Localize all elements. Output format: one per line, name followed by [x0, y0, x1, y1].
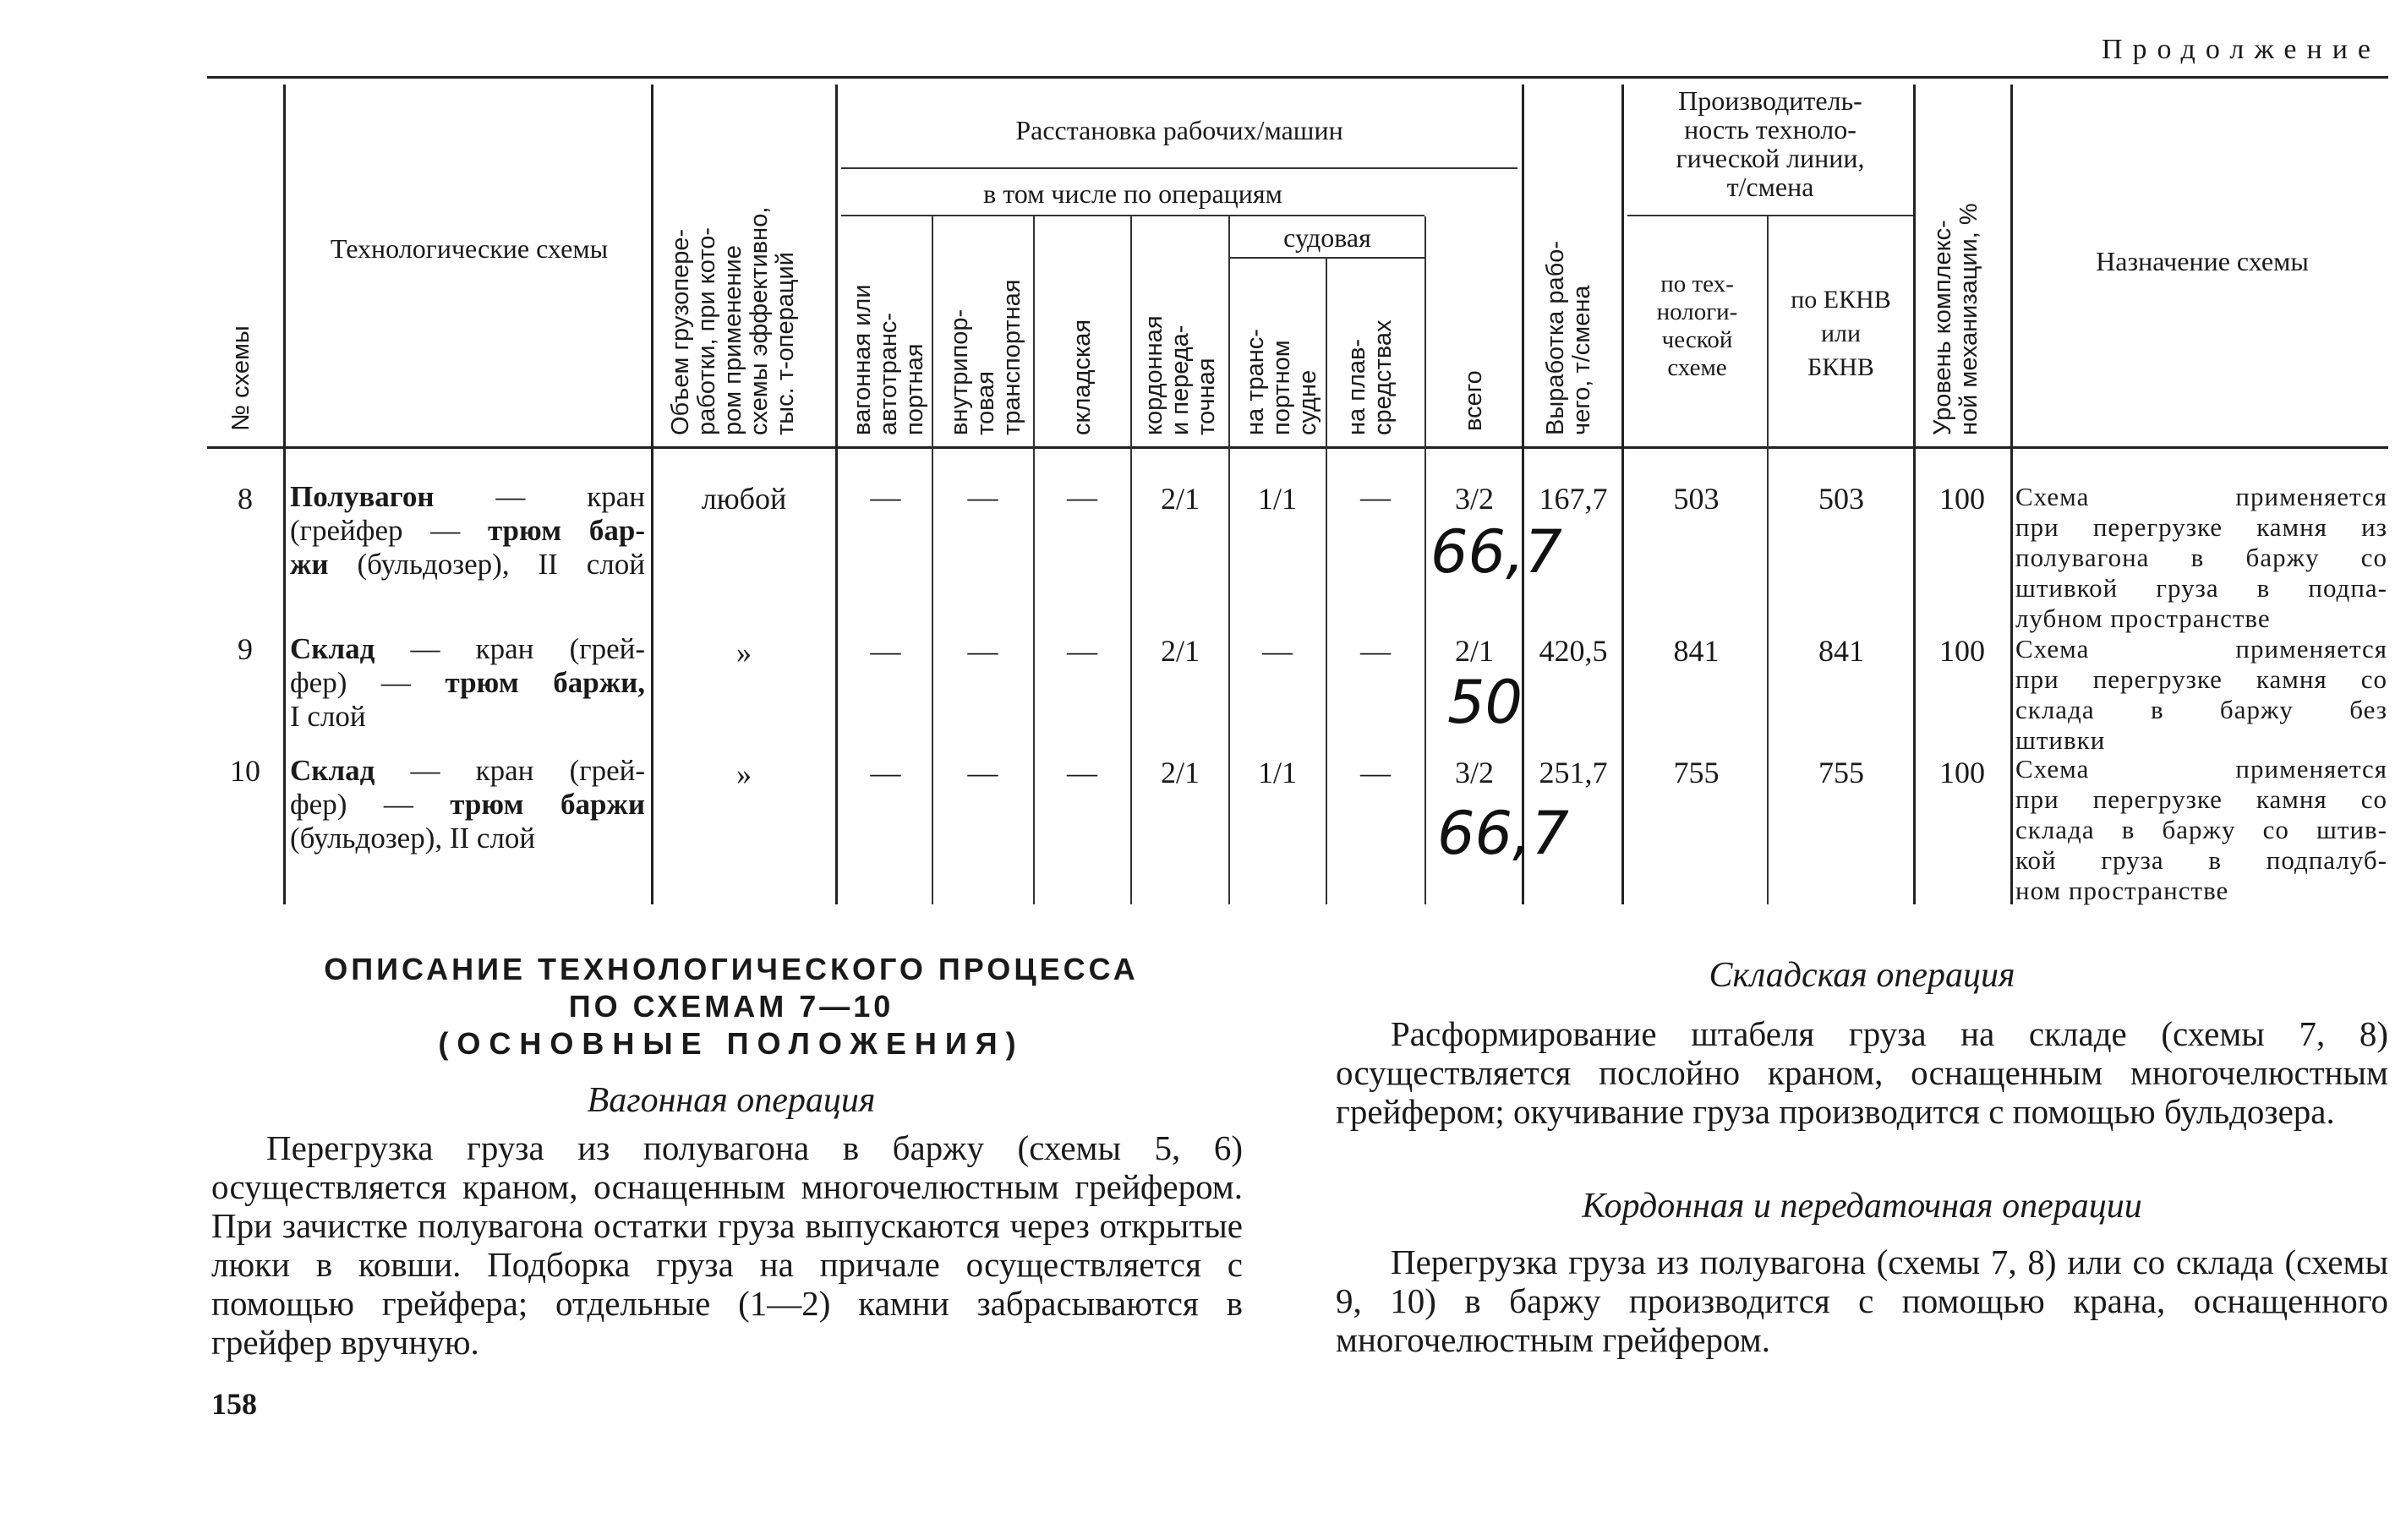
section-title-line: ОПИСАНИЕ ТЕХНОЛОГИЧЕСКОГО ПРОЦЕССА — [324, 952, 1139, 986]
col-divider — [835, 85, 838, 904]
purpose-line: при перегрузке камня со — [2015, 784, 2387, 814]
wagon-operation-heading: Вагонная операция — [587, 1081, 876, 1120]
scheme-name-text: фер) — — [290, 666, 446, 699]
volume-value: » — [736, 636, 752, 669]
header-by-operations: в том числе по операциям — [983, 178, 1282, 209]
scheme-number: 10 — [230, 754, 260, 788]
scheme-name-bold: трюм бар- — [487, 514, 645, 547]
scheme-name-bold: Склад — [290, 632, 375, 665]
output-value: 420,5 — [1539, 634, 1608, 668]
header-scheme-number: № схемы — [227, 325, 254, 431]
scheme-name-bold: трюм баржи — [450, 788, 645, 821]
output-value: 167,7 — [1539, 482, 1608, 516]
section-title-line: ПО СХЕМАМ 7—10 — [568, 989, 894, 1024]
volume-value: любой — [701, 482, 787, 516]
handwritten-note: 66,7 — [1430, 517, 1562, 587]
header-technological-schemes: Технологические схемы — [330, 233, 609, 264]
purpose-text — [2015, 482, 2387, 634]
header-subrule — [841, 215, 1424, 216]
scheme-name-text: — кран (грей- — [375, 632, 645, 665]
scheme-name-text: фер) — — [290, 788, 451, 821]
total-value: 2/1 — [1454, 634, 1494, 668]
scheme-name-bold: Полувагон — [290, 480, 435, 513]
header-purpose: Назначение схемы — [2096, 246, 2309, 276]
cordon-value: 2/1 — [1160, 756, 1200, 789]
scheme-description — [290, 754, 645, 855]
scheme-description — [290, 480, 645, 582]
on-ship-value: — — [1262, 634, 1293, 668]
mechanization-value: 100 — [1939, 482, 1985, 516]
col-divider — [1033, 216, 1035, 904]
scheme-name-text: (бульдозер), II слой — [328, 548, 645, 581]
header-cordon-operation: кордонная и переда- точная — [1140, 315, 1220, 435]
by-scheme-value: 755 — [1673, 756, 1720, 789]
output-value: 251,7 — [1539, 756, 1608, 789]
wagon-operation-text: Перегрузка груза из полувагона в баржу (схемы 5, 6) осуществляется краном, оснащенным многочелюстным грейфером. При зачистке полувагона остатки груза выпускаются через открытые люки в ковши. Подборка груза на причале осуществляется с помощью грейфера; отдельные (1—2) камни забрасываются в грейфер вручную. — [211, 1128, 1243, 1362]
scheme-name-bold: жи — [290, 548, 329, 581]
purpose-line: лубном пространстве — [2015, 603, 2271, 633]
col-divider — [1326, 259, 1327, 904]
header-by-scheme: по тех- нологи- ческой схеме — [1656, 270, 1738, 381]
col-divider — [1522, 85, 1524, 904]
volume-value: » — [736, 757, 752, 791]
header-on-floating-craft: на плав- средствах — [1343, 319, 1397, 435]
scheme-name-bold: Склад — [290, 754, 375, 787]
on-craft-value: — — [1360, 756, 1391, 789]
on-craft-value: — — [1360, 634, 1391, 668]
purpose-text — [2015, 754, 2387, 906]
scheme-number: 9 — [238, 632, 253, 666]
purpose-line: при перегрузке камня со — [2015, 664, 2387, 694]
intraport-value: — — [967, 480, 998, 514]
warehouse-operation-text: Расформирование штабеля груза на складе (схемы 7, 8) осуществляется послойно краном, оснащенным многочелюстным грейфером; окучивание груза производится с помощью бульдозера. — [1336, 1014, 2388, 1131]
header-intraport-operation: внутрипор- товая транспортная — [946, 279, 1025, 435]
total-value: 3/2 — [1454, 482, 1494, 516]
header-warehouse-operation: складская — [1069, 319, 1096, 435]
wagon-value: — — [870, 634, 901, 668]
wagon-value: — — [870, 480, 901, 514]
by-ekhv-value: 841 — [1818, 634, 1864, 668]
intraport-value: — — [967, 756, 998, 789]
on-ship-value: 1/1 — [1257, 756, 1297, 789]
scheme-name-text: (грейфер — — [290, 514, 488, 547]
header-line-productivity: Производитель- ность техноло- гической линии, т/смена — [1676, 85, 1865, 202]
scheme-description — [290, 632, 645, 734]
purpose-line: штивкой груза в подпа- — [2015, 573, 2387, 603]
warehouse-value: — — [1067, 480, 1097, 514]
table-header-rule — [207, 446, 2388, 449]
on-ship-value: 1/1 — [1257, 482, 1297, 516]
cordon-operation-text: Перегрузка груза из полувагона (схемы 7, 8) или со склада (схемы 9, 10) в баржу производится с помощью крана, оснащенного многочелюстным грейфером. — [1336, 1242, 2388, 1359]
col-divider — [1424, 216, 1426, 904]
on-craft-value: — — [1360, 480, 1391, 514]
intraport-value: — — [967, 634, 998, 668]
cordon-value: 2/1 — [1160, 482, 1200, 516]
col-divider — [932, 216, 933, 904]
warehouse-value: — — [1067, 756, 1097, 789]
header-by-ekhv: по ЕКНВ или БКНВ — [1791, 286, 1891, 381]
col-divider — [1130, 216, 1132, 904]
header-wagon-operation: вагонная или автотранс- портная — [849, 284, 928, 435]
purpose-line: склада в баржу без — [2015, 695, 2387, 724]
purpose-line: Схема применяется — [2015, 754, 2387, 784]
purpose-line: Схема применяется — [2015, 482, 2387, 511]
continuation-label: Продолжение — [2101, 34, 2381, 65]
col-divider — [651, 85, 653, 904]
scheme-name-bold: трюм баржи, — [445, 666, 645, 699]
header-subrule — [841, 167, 1517, 169]
col-divider — [1621, 85, 1624, 904]
warehouse-operation-heading: Складская операция — [1709, 956, 2015, 995]
purpose-line: кой груза в подпалуб- — [2015, 845, 2387, 875]
by-scheme-value: 841 — [1673, 634, 1720, 668]
handwritten-note: 50 — [1447, 668, 1523, 737]
header-total: всего — [1460, 370, 1487, 431]
scheme-name-text: — кран — [434, 480, 645, 513]
col-divider — [283, 85, 286, 904]
section-title-line: (ОСНОВНЫЕ ПОЛОЖЕНИЯ) — [438, 1026, 1025, 1061]
purpose-line: при перегрузке камня из — [2015, 512, 2387, 542]
page-number: 158 — [211, 1387, 257, 1421]
header-volume: Объем грузопере- работки, при кото- ром применение схемы эффективно, тыс. т-операций — [667, 206, 799, 435]
purpose-line: штивки — [2015, 725, 2106, 755]
header-mechanization: Уровень комплекс- ной механизации, % — [1929, 203, 1982, 435]
section-title — [211, 951, 1251, 1062]
wagon-value: — — [870, 756, 901, 789]
scheme-number: 8 — [238, 482, 253, 516]
purpose-line: Схема применяется — [2015, 634, 2387, 664]
scheme-name-text: (бульдозер), II слой — [290, 822, 536, 855]
col-divider — [2010, 85, 2013, 904]
purpose-line: ном пространстве — [2015, 876, 2229, 905]
mechanization-value: 100 — [1939, 634, 1985, 668]
total-value: 3/2 — [1454, 756, 1494, 789]
purpose-line: полувагона в баржу со — [2015, 543, 2387, 572]
header-ship-operation: судовая — [1283, 222, 1371, 253]
warehouse-value: — — [1067, 634, 1097, 668]
header-placement: Расстановка рабочих/машин — [1015, 115, 1343, 145]
by-ekhv-value: 755 — [1818, 756, 1864, 789]
cordon-value: 2/1 — [1160, 634, 1200, 668]
header-subrule — [1627, 215, 1913, 216]
header-worker-output: Выработка рабо- чего, т/смена — [1542, 241, 1595, 435]
purpose-line: склада в баржу со штив- — [2015, 815, 2387, 844]
handwritten-note: 66,7 — [1437, 799, 1569, 868]
mechanization-value: 100 — [1939, 756, 1985, 789]
by-scheme-value: 503 — [1673, 482, 1720, 516]
purpose-text — [2015, 634, 2387, 756]
col-divider — [1228, 216, 1230, 904]
scheme-name-text: I слой — [290, 700, 366, 733]
header-on-transport-ship: на транс- портном судне — [1242, 329, 1321, 435]
by-ekhv-value: 503 — [1818, 482, 1864, 516]
cordon-operation-heading: Кордонная и передаточная операции — [1582, 1187, 2142, 1226]
table-top-rule — [207, 76, 2388, 79]
scheme-name-text: — кран (грей- — [375, 754, 645, 787]
